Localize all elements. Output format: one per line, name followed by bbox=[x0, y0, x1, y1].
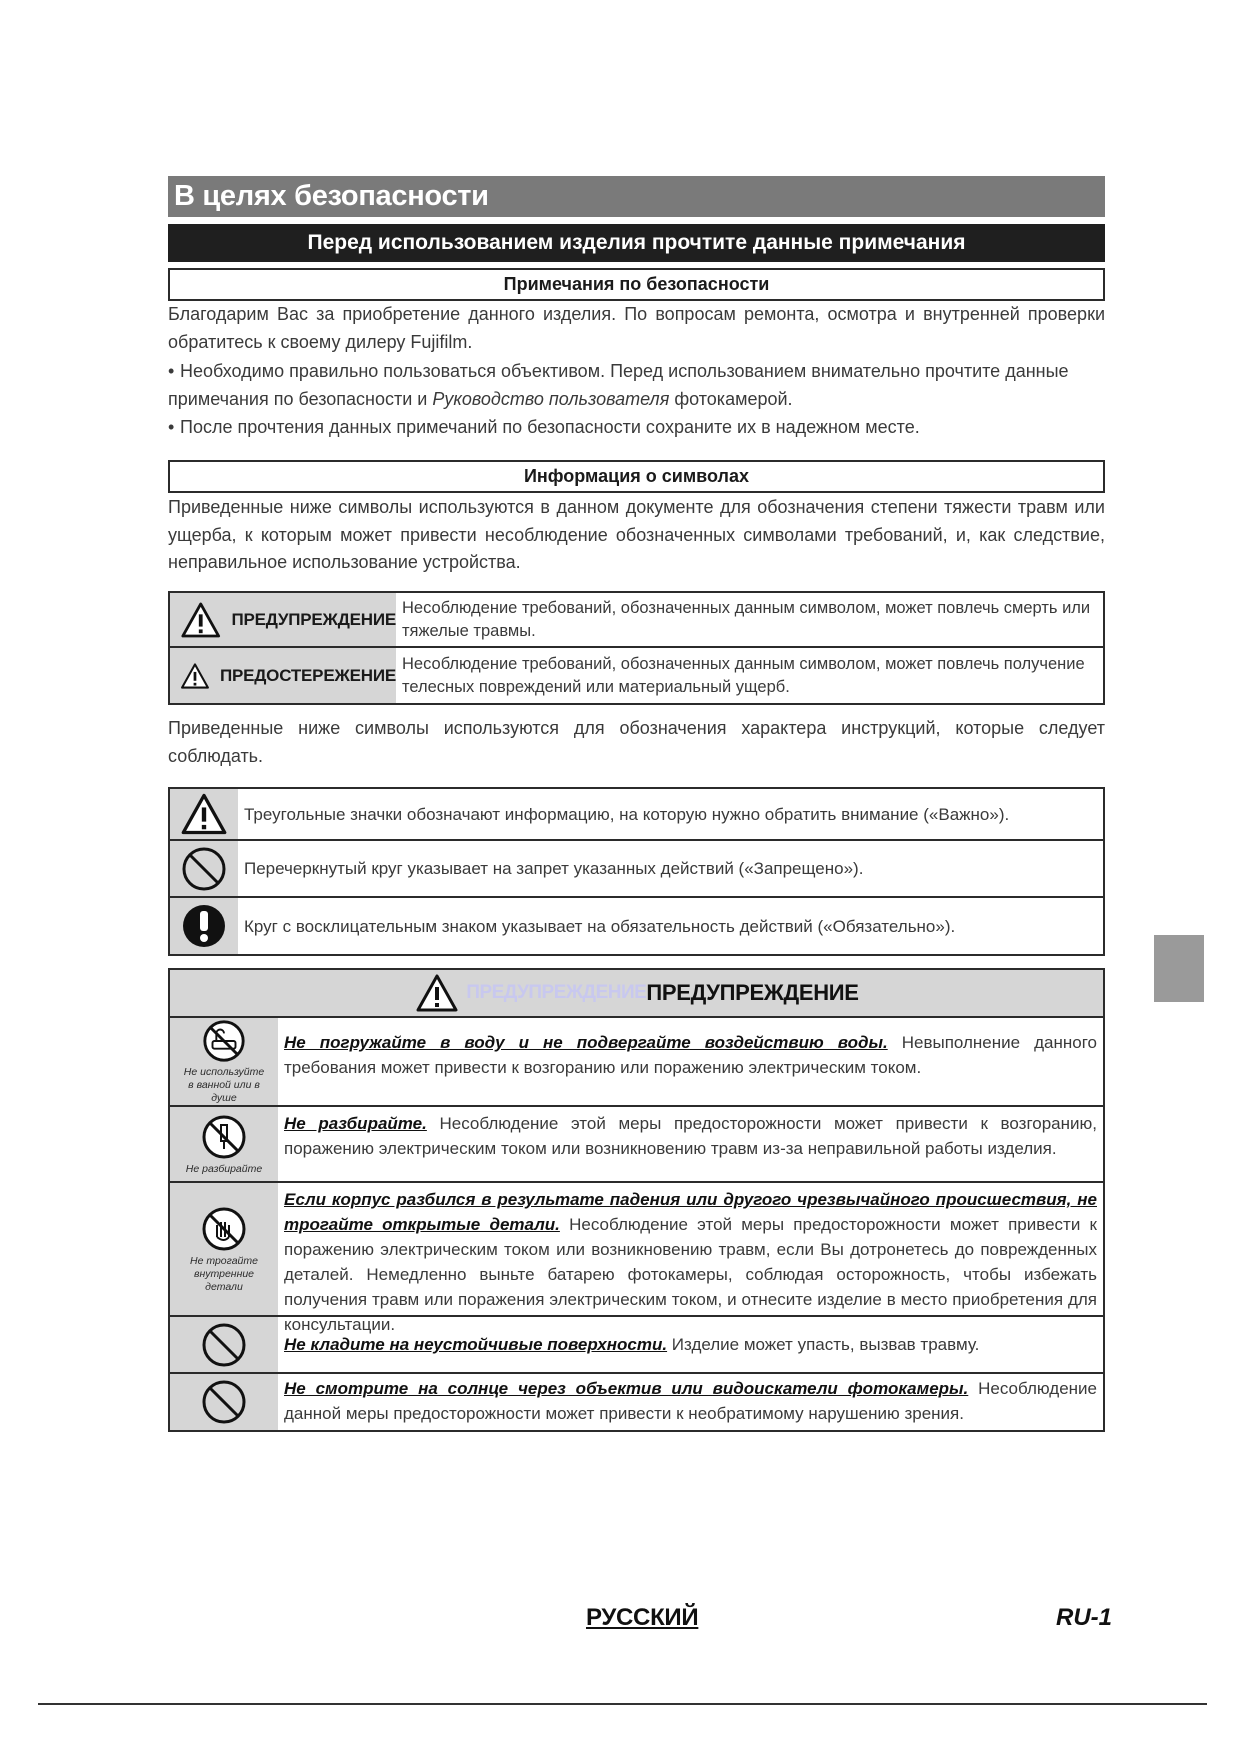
warning-lead: Не смотрите на солнце через объектив или видоискатели фотокамеры. bbox=[284, 1379, 969, 1398]
safety-bullet-1: • Необходимо правильно пользоваться объективом. Перед использованием внимательно прочтите данные примечания по безопасности и Руководство пользователя фотокамерой. bbox=[168, 361, 1069, 409]
severity-text: Несоблюдение требований, обозначенных данным символом, может повлечь получение телесных повреждений или материальный ущерб. bbox=[402, 654, 1085, 696]
severity-row-warning bbox=[170, 593, 1103, 648]
page-title: В целях безопасности bbox=[168, 176, 1105, 217]
warning-row bbox=[170, 1107, 1103, 1183]
section-tab-marker bbox=[1154, 935, 1204, 1002]
warning-lead: Не погружайте в воду и не подвергайте воздействию воды. bbox=[284, 1033, 888, 1052]
prohibited-circle-icon bbox=[200, 1378, 248, 1426]
safety-notes-intro: Благодарим Вас за приобретение данного изделия. По вопросам ремонта, осмотра и внутренней проверки обратитесь к своему дилеру Fujifilm. bbox=[168, 304, 1105, 352]
symbol-row-important bbox=[170, 789, 1103, 841]
warning-icon-cell bbox=[170, 1183, 278, 1315]
symbols-info-intro: Приведенные ниже символы используются в данном документе для обозначения степени тяжести травм или ущерба, к которым может привести несоблюдение обозначенных символами требований, и, как следствие, неправильное использование устройства. bbox=[168, 497, 1105, 572]
warning-text bbox=[278, 1374, 1103, 1430]
bullet-1-italic: Руководство пользователя bbox=[432, 388, 670, 409]
warning-text bbox=[278, 1183, 1103, 1334]
mandatory-exclamation-icon bbox=[180, 902, 228, 950]
symbol-row-mandatory bbox=[170, 898, 1103, 954]
bullet-2-text: После прочтения данных примечаний по безопасности сохраните их в надежном месте. bbox=[180, 417, 920, 437]
safety-notes-heading: Примечания по безопасности bbox=[168, 268, 1105, 301]
warning-row bbox=[170, 1018, 1103, 1107]
symbol-icon-cell bbox=[170, 898, 238, 954]
triangle-warning-icon bbox=[180, 600, 221, 640]
warning-header bbox=[170, 970, 1103, 1018]
warning-body: Невыполнение данного требования может привести к возгоранию или поражению электрическим током. bbox=[284, 1033, 1097, 1077]
warning-caption: Не разбирайте bbox=[185, 1162, 263, 1175]
severity-row-caution bbox=[170, 648, 1103, 703]
no-touch-icon bbox=[200, 1205, 248, 1253]
no-bath-icon bbox=[200, 1018, 248, 1064]
page-number: RU-1 bbox=[1056, 1604, 1113, 1631]
warning-row bbox=[170, 1374, 1103, 1430]
warning-lead: Не разбирайте. bbox=[284, 1114, 427, 1133]
severity-label-cell bbox=[170, 593, 396, 646]
bottom-divider bbox=[38, 1703, 1207, 1705]
no-disassemble-icon bbox=[200, 1113, 248, 1161]
prohibited-circle-icon bbox=[180, 845, 228, 893]
prohibited-circle-icon bbox=[200, 1321, 248, 1369]
warning-icon-cell bbox=[170, 1317, 278, 1372]
symbol-text: Круг с восклицательным знаком указывает на обязательность действий («Обязательно»). bbox=[244, 916, 956, 936]
warning-ghost-label: ПРЕДУПРЕЖДЕНИЕ bbox=[466, 982, 647, 1003]
warning-body: Несоблюдение этой меры предосторожности может привести к поражению электрическим током или возникновению травм, если Вы дотронетесь до поврежденных деталей. Немедленно выньте батарею фотокамеры, соблюдая осторожность, чтобы избежать получения травм или поражения электрическим током, и отнесите изделие в место приобретения для консультации. bbox=[284, 1215, 1097, 1334]
warning-lead: Если корпус разбился в результате падения или другого чрезвычайного происшествия, не трогайте открытые детали. bbox=[284, 1190, 1097, 1234]
warning-text bbox=[278, 1317, 1103, 1372]
warning-row bbox=[170, 1183, 1103, 1334]
warning-table bbox=[168, 968, 1105, 1432]
bullet-1-text: Необходимо правильно пользоваться объективом. Перед использованием внимательно прочтите данные примечания по безопасности и bbox=[168, 361, 1069, 409]
warning-text bbox=[278, 1107, 1103, 1181]
warning-body: Несоблюдение этой меры предосторожности может привести к возгоранию, поражению электрическим током или возникновению травм из-за неправильной работы изделия. bbox=[284, 1114, 1097, 1158]
warning-body: Изделие может упасть, вызвав травму. bbox=[667, 1335, 980, 1354]
warning-icon-cell bbox=[170, 1374, 278, 1430]
triangle-warning-icon bbox=[180, 656, 210, 696]
warning-caption: Не используйте в ванной или в душе bbox=[183, 1066, 265, 1104]
severity-label: ПРЕДОСТЕРЕЖЕНИЕ bbox=[219, 665, 396, 685]
symbols-table bbox=[168, 787, 1105, 956]
section-subtitle: Перед использованием изделия прочтите данные примечания bbox=[168, 224, 1105, 262]
severity-label: ПРЕДУПРЕЖДЕНИЕ bbox=[231, 609, 396, 629]
severity-levels-table bbox=[168, 591, 1105, 705]
symbols-info-heading: Информация о символах bbox=[168, 460, 1105, 493]
safety-bullet-2: • После прочтения данных примечаний по безопасности сохраните их в надежном месте. bbox=[168, 417, 920, 437]
symbol-text: Треугольные значки обозначают информацию, на которую нужно обратить внимание («Важно»). bbox=[244, 804, 1010, 824]
footer-language: РУССКИЙ bbox=[586, 1604, 699, 1631]
warning-label: ПРЕДУПРЕЖДЕНИЕ bbox=[646, 980, 859, 1005]
symbol-row-prohibited bbox=[170, 841, 1103, 898]
warning-row bbox=[170, 1317, 1103, 1374]
warning-caption: Не трогайте внутренние детали bbox=[190, 1254, 258, 1293]
warning-text bbox=[278, 1018, 1103, 1105]
symbols-intro-2: Приведенные ниже символы используются для обозначения характера инструкций, которые следует соблюдать. bbox=[168, 718, 1105, 766]
severity-label-cell bbox=[170, 648, 396, 703]
symbol-text: Перечеркнутый круг указывает на запрет указанных действий («Запрещено»). bbox=[244, 859, 864, 878]
warning-icon-cell bbox=[170, 1107, 278, 1181]
warning-lead: Не кладите на неустойчивые поверхности. bbox=[284, 1335, 668, 1354]
bullet-1-post: фотокамерой. bbox=[669, 388, 793, 409]
severity-text: Несоблюдение требований, обозначенных данным символом, может повлечь смерть или тяжелые травмы. bbox=[402, 598, 1091, 640]
symbol-icon-cell bbox=[170, 789, 238, 839]
triangle-warning-icon bbox=[180, 792, 228, 836]
warning-body: Несоблюдение данной меры предосторожности может привести к необратимому нарушению зрения. bbox=[284, 1379, 1097, 1423]
warning-icon-cell bbox=[170, 1018, 278, 1105]
triangle-warning-icon bbox=[414, 973, 460, 1013]
symbol-icon-cell bbox=[170, 841, 238, 896]
